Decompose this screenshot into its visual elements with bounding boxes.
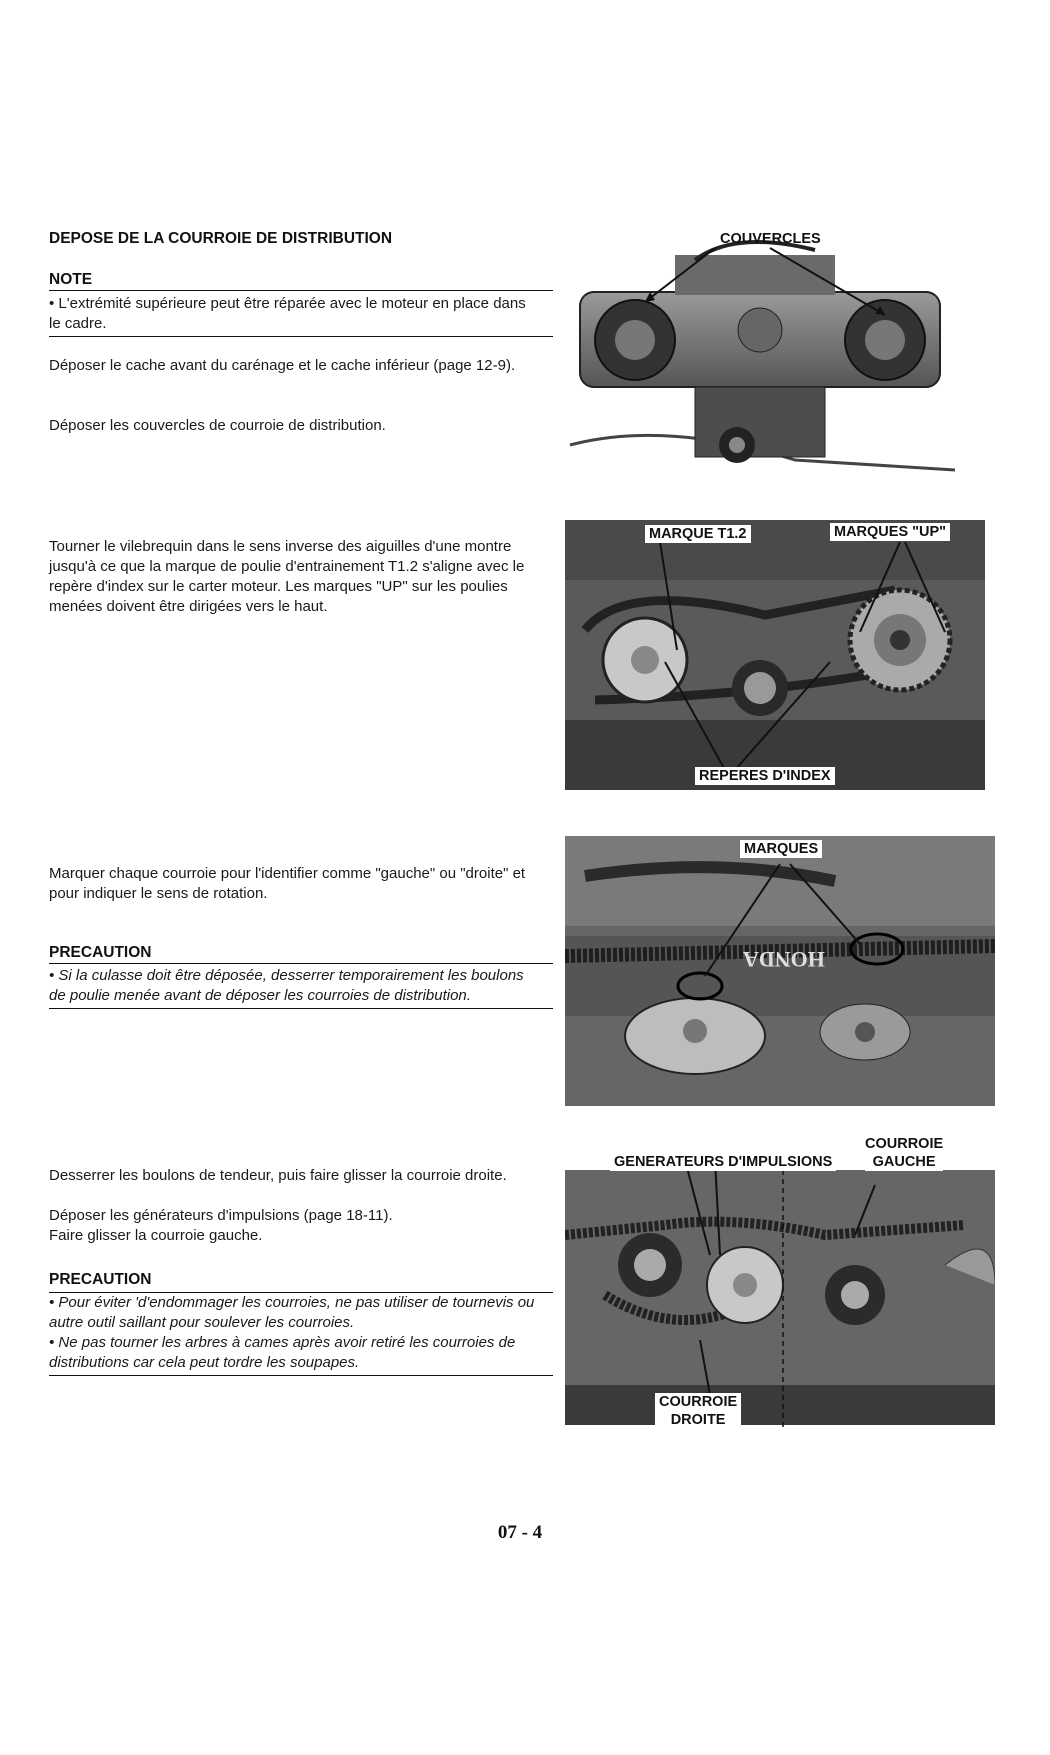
paragraph-couvercles: Déposer les couvercles de courroie de distribution. (49, 417, 386, 434)
paragraph-marquer: Marquer chaque courroie pour l'identifier comme "gauche" ou "droite" et pour indiquer le sens de rotation. (49, 865, 526, 902)
label-generateurs: GENERATEURS D'IMPULSIONS (610, 1153, 836, 1171)
paragraph-cache: Déposer le cache avant du carénage et le cache inférieur (page 12-9). (49, 357, 516, 374)
precaution-header-1: PRECAUTION (49, 944, 553, 964)
paragraph-vilebrequin: Tourner le vilebrequin dans le sens inverse des aiguilles d'une montre jusqu'à ce que la marque de poulie d'entrainement T1.2 s'aligne avec le repère d'index sur le carter moteur. Les marques "UP" sur les poulies menées doivent être dirigées vers le haut. (49, 538, 525, 615)
engine-photo-belts (565, 1135, 995, 1430)
engine-photo-belt-marks (565, 836, 995, 1106)
page-number: 07 - 4 (497, 1522, 543, 1543)
honda-stamp: HONDA (743, 947, 825, 972)
note-header: NOTE (49, 271, 553, 291)
label-courroie-gauche: COURROIE GAUCHE (865, 1136, 944, 1170)
label-marques: MARQUES (740, 840, 822, 858)
precaution-text-2b: • Ne pas tourner les arbres à cames après avoir retiré les courroies de distributions car cela peut tordre les soupapes. (49, 1334, 516, 1371)
paragraph-generateurs: Déposer les générateurs d'impulsions (page 18-11). (49, 1207, 393, 1224)
label-marque-t12: MARQUE T1.2 (645, 525, 751, 543)
label-couvercles: COUVERCLES (720, 231, 821, 247)
precaution-box-2 (49, 1292, 553, 1376)
label-marques-up: MARQUES "UP" (830, 523, 950, 541)
paragraph-desserrer: Desserrer les boulons de tendeur, puis faire glisser la courroie droite. (49, 1167, 507, 1184)
precaution-text-2a: • Pour éviter 'd'endommager les courroies, ne pas utiliser de tournevis ou autre outil saillant pour soulever les courroies. (49, 1294, 535, 1331)
precaution-header-2: PRECAUTION (49, 1271, 152, 1288)
engine-photo-marks (565, 520, 985, 790)
label-courroie-droite: COURROIE DROITE (655, 1393, 741, 1429)
note-text: • L'extrémité supérieure peut être réparée avec le moteur en place dans le cadre. (49, 294, 553, 337)
label-reperes-index: REPERES D'INDEX (695, 767, 835, 785)
paragraph-courroie-gauche: Faire glisser la courroie gauche. (49, 1227, 263, 1244)
precaution-text-1: • Si la culasse doit être déposée, desserrer temporairement les boulons de poulie menée avant de déposer les courroies de distribution. (49, 966, 553, 1009)
engine-photo-covers (565, 230, 955, 480)
section-title: DEPOSE DE LA COURROIE DE DISTRIBUTION (49, 230, 393, 247)
